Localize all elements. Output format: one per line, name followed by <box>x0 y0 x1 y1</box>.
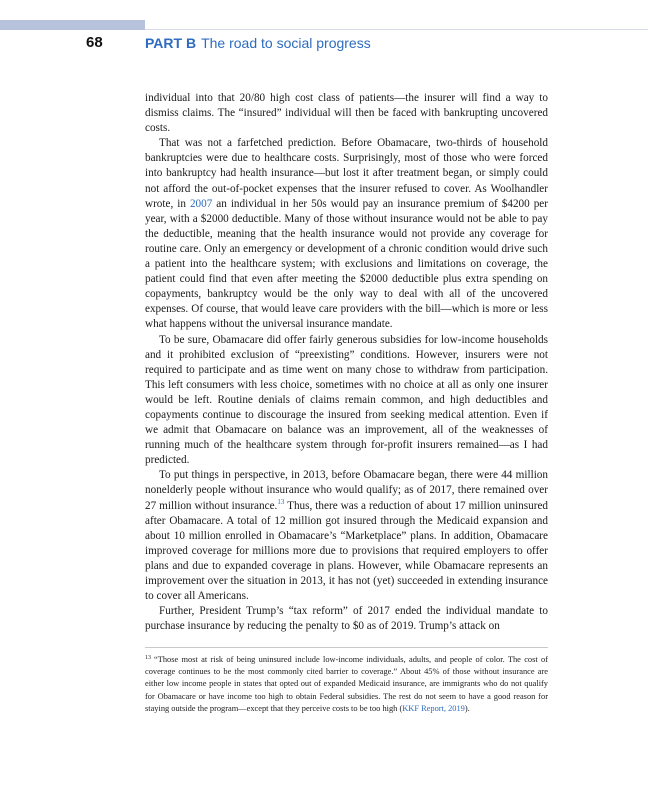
paragraph: Further, President Trump’s “tax reform” of 2017 ended the individual mandate to purchase insurance by reducing the penalty to $0 as of 2019. Trump’s attack on <box>145 605 548 633</box>
footnote-text: “Those most at risk of being uninsured include low-income individuals, adults, and people of color. The cost of coverage continues to be the most commonly cited barrier to coverage.” About 45% of those without insurance are either low income people in states that opted out of expanded Medicaid insurance, are immigrants who do not qualify for Obamacare or have income too high to obtain Federal subsidies. The rest do not seem to have a good reason for staying outside the program—except that they perceive costs to be too high ( <box>145 655 548 713</box>
paragraph <box>145 136 548 332</box>
paragraph: individual into that 20/80 high cost class of patients—the insurer will find a way to dismiss claims. The “insured” individual will then be faced with bankrupting uncovered costs. <box>145 92 548 135</box>
paragraph: To be sure, Obamacare did offer fairly generous subsidies for low-income households and it prohibited exclusion of “preexisting” conditions. However, insurers were not required to participate and as time went on many chose to withdraw from participation. This left consumers with less choice, sometimes with no choice at all as only one insurer would be left. Routine denials of claims remain common, and high deductibles and copayments continue to discourage the insured from seeking medical attention. Even if we admit that Obamacare on balance was an improvement, all of the weaknesses of running much of the healthcare system through for-profit insurers remained—as I had predicted. <box>145 333 548 467</box>
paragraph-text: To put things in perspective, in 2013, before Obamacare began, there were 44 million nonelderly people without insurance who would qualify; as of 2017, there remained over 27 million without insurance. <box>145 469 548 512</box>
part-title: The road to social progress <box>201 35 371 51</box>
paragraph-text: an individual in her 50s would pay an insurance premium of $4200 per year, with a $2000 deductible. Many of those without insurance would not be able to pay the deductible, meaning that the health insurance would not provide any coverage for routine care. Only an emergency or development of a chronic condition would drive such a patient into the healthcare system; with exclusions and limitations on coverage, the patient could find that even after meeting the $2000 deductible plus extra spending on copayments, bankruptcy would be the only way to deal with all of the uncovered expenses. Of course, that would leave care providers with the bill—which is more or less what happens without the universal insurance mandate. <box>145 197 548 331</box>
citation-link-2007[interactable]: 2007 <box>189 197 213 210</box>
paragraph-text: Thus, there was a reduction of about 17 million uninsured after Obamacare. A total of 12 million got insured through the Medicaid expansion and about 10 million enrolled in Obamacare’s “Marketplace” plans. In addition, Obamacare improved coverage for millions more due to provisions that required employers to offer plans and due to expanded coverage in plans. However, while Obamacare represents an improvement over the situation in 2013, it has not (yet) succeeded in extending insurance to cover all Americans. <box>145 499 549 603</box>
part-label: PART B <box>145 35 197 51</box>
paragraph <box>145 468 548 604</box>
running-head <box>145 35 371 51</box>
header-accent-bar <box>0 20 145 30</box>
body-text <box>145 91 548 634</box>
footnote-number: 13 <box>145 655 151 661</box>
paragraph-text: That was not a farfetched prediction. Before Obamacare, two-thirds of household bankruptcies were due to healthcare costs. Surprisingly, most of those who were forced into bankruptcy had health insurance—but lost it after treatment began, or simply could not afford the out-of-pocket expenses that the insurer refused to cover. As Woolhandler wrote, in <box>145 137 548 210</box>
page-number: 68 <box>86 34 103 51</box>
header-rule <box>145 29 648 30</box>
footnote-ref-13[interactable]: 13 <box>277 497 285 506</box>
footnote-rule <box>145 647 548 648</box>
citation-link-kkf[interactable]: KKF Report, 2019 <box>402 703 465 713</box>
footnote-text: ). <box>464 703 470 713</box>
footnote <box>145 654 548 715</box>
